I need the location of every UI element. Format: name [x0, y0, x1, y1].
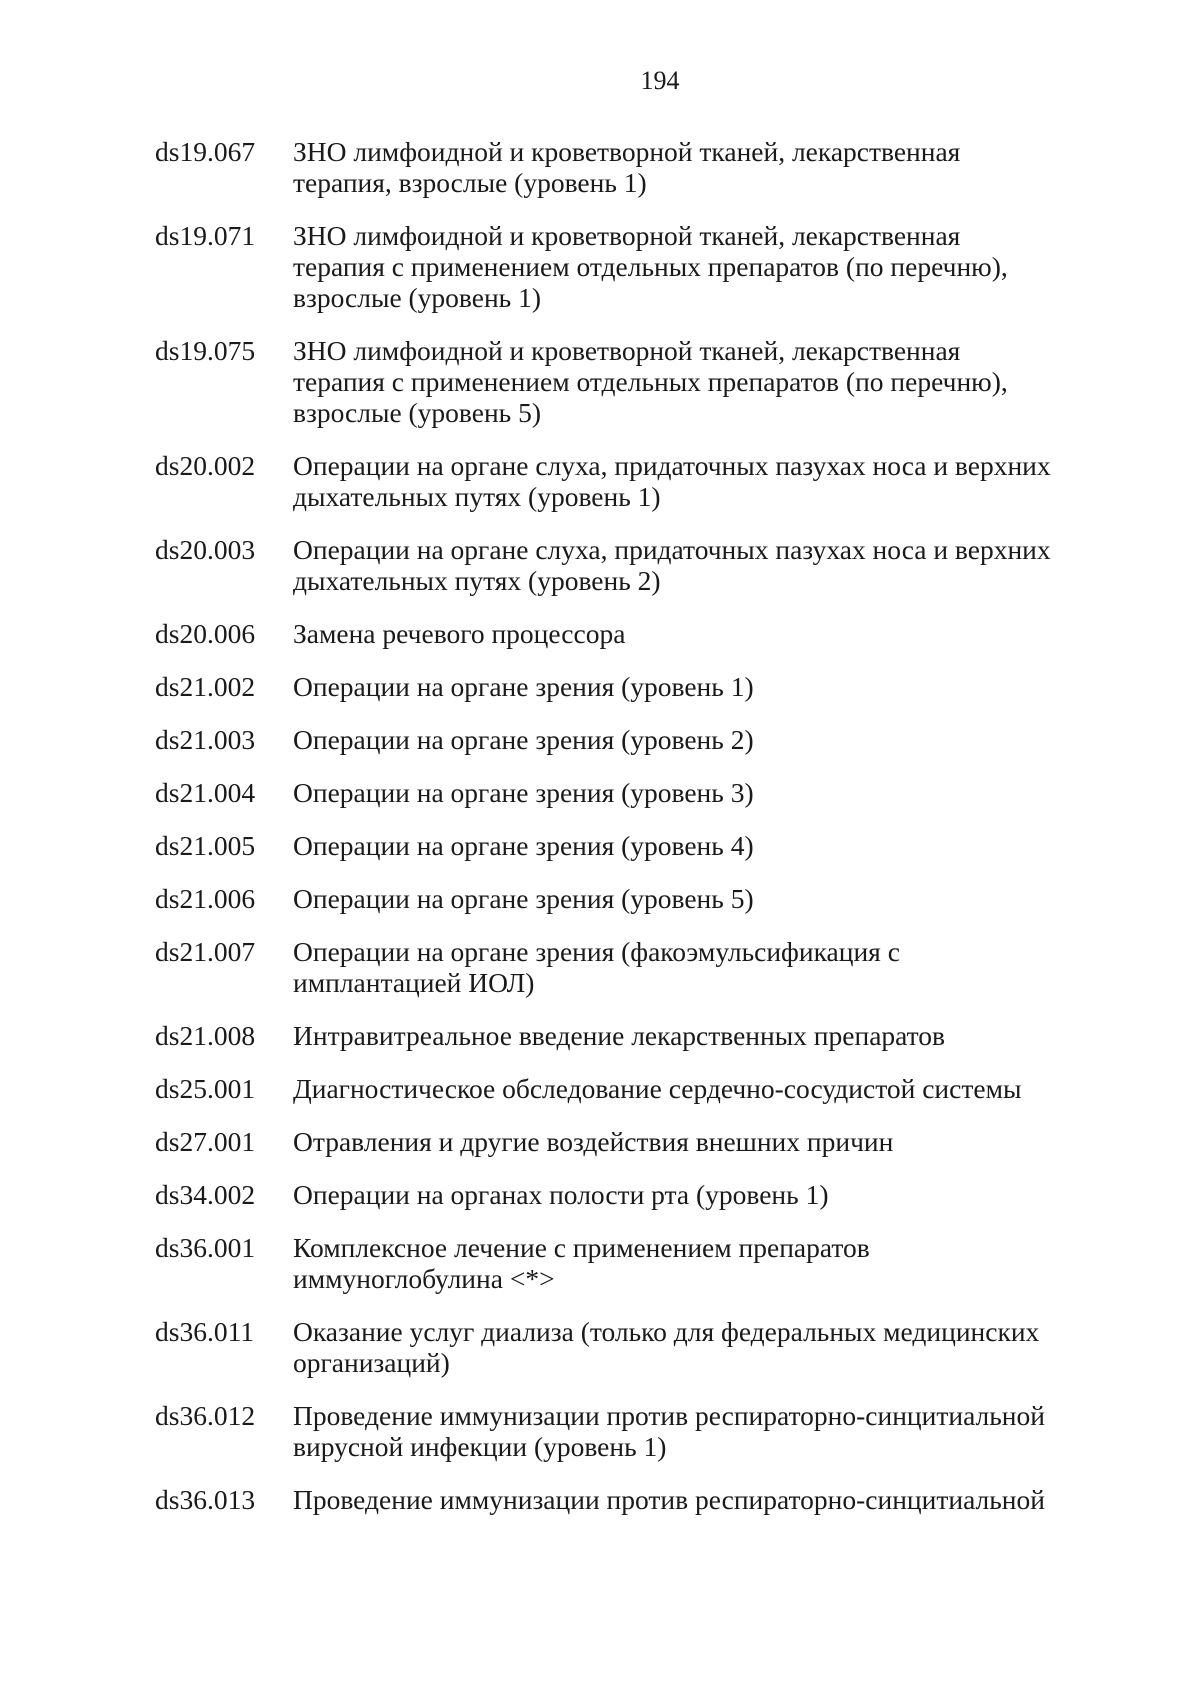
item-description	[279, 450, 1073, 512]
list-item	[155, 618, 1115, 649]
item-description	[279, 1020, 1073, 1051]
description-line: Операции на органе зрения (факоэмульсификация с	[293, 936, 900, 967]
list-item	[155, 936, 1115, 998]
item-code: ds25.001	[155, 1073, 256, 1104]
item-code: ds19.075	[155, 335, 256, 366]
list-item	[155, 1316, 1115, 1378]
item-code: ds19.071	[155, 220, 256, 251]
description-line: взрослые (уровень 1)	[293, 282, 541, 313]
list-item	[155, 335, 1115, 428]
description-line: иммуноглобулина <*>	[293, 1263, 555, 1294]
item-code: ds21.002	[155, 671, 256, 702]
list-item	[155, 220, 1115, 313]
description-line: ЗНО лимфоидной и кроветворной тканей, лекарственная	[293, 136, 961, 167]
item-code: ds21.007	[155, 936, 256, 967]
item-code: ds21.004	[155, 777, 256, 808]
description-line: Операции на органе зрения (уровень 2)	[293, 724, 754, 755]
item-description	[279, 220, 1073, 313]
list-item	[155, 777, 1115, 808]
item-code: ds27.001	[155, 1126, 256, 1157]
description-line: Диагностическое обследование сердечно-сосудистой системы	[293, 1073, 1022, 1104]
description-line: Комплексное лечение с применением препаратов	[293, 1232, 870, 1263]
list-item	[155, 136, 1115, 198]
item-code: ds21.008	[155, 1020, 256, 1051]
item-description	[279, 777, 1073, 808]
description-line: Интравитреальное введение лекарственных препаратов	[293, 1020, 946, 1051]
list-item	[155, 1484, 1115, 1515]
description-line: Оказание услуг диализа (только для федеральных медицинских	[293, 1316, 1040, 1347]
item-code: ds36.011	[155, 1316, 255, 1347]
description-line: Операции на органе зрения (уровень 5)	[293, 883, 754, 914]
description-line: взрослые (уровень 5)	[293, 397, 541, 428]
item-code: ds34.002	[155, 1179, 256, 1210]
item-code: ds21.006	[155, 883, 256, 914]
item-description	[279, 136, 1073, 198]
item-description	[279, 1126, 1073, 1157]
item-code: ds20.002	[155, 450, 256, 481]
item-description	[279, 1316, 1073, 1378]
description-line: терапия с применением отдельных препаратов (по перечню),	[293, 251, 1008, 282]
item-description	[279, 1484, 1073, 1515]
description-line: Операции на органе зрения (уровень 4)	[293, 830, 754, 861]
item-description	[279, 883, 1073, 914]
description-line: организаций)	[293, 1347, 450, 1378]
list-item	[155, 534, 1115, 596]
description-line: Отравления и другие воздействия внешних причин	[293, 1126, 894, 1157]
list-item	[155, 830, 1115, 861]
description-line: Проведение иммунизации против респираторно-синцитиальной	[293, 1400, 1045, 1431]
description-line: Операции на органе зрения (уровень 3)	[293, 777, 754, 808]
list-item	[155, 1126, 1115, 1157]
list-item	[155, 724, 1115, 755]
description-line: Операции на органе слуха, придаточных пазухах носа и верхних	[293, 450, 1051, 481]
description-line: дыхательных путях (уровень 1)	[293, 481, 661, 512]
item-description	[279, 830, 1073, 861]
item-description	[279, 1073, 1073, 1104]
list-item	[155, 1020, 1115, 1051]
item-code: ds21.003	[155, 724, 256, 755]
item-code: ds19.067	[155, 136, 256, 167]
code-list	[155, 136, 1115, 1537]
description-line: вирусной инфекции (уровень 1)	[293, 1431, 667, 1462]
description-line: терапия, взрослые (уровень 1)	[293, 167, 647, 198]
list-item	[155, 883, 1115, 914]
item-code: ds20.003	[155, 534, 256, 565]
description-line: ЗНО лимфоидной и кроветворной тканей, лекарственная	[293, 335, 961, 366]
description-line: дыхательных путях (уровень 2)	[293, 565, 661, 596]
item-code: ds36.012	[155, 1400, 256, 1431]
item-description	[279, 936, 1073, 998]
item-description	[279, 671, 1073, 702]
item-description	[279, 335, 1073, 428]
item-description	[279, 618, 1073, 649]
list-item	[155, 671, 1115, 702]
description-line: Замена речевого процессора	[293, 618, 626, 649]
item-description	[279, 1179, 1073, 1210]
description-line: имплантацией ИОЛ)	[293, 967, 535, 998]
item-code: ds21.005	[155, 830, 256, 861]
item-description	[279, 1400, 1073, 1462]
item-code: ds36.013	[155, 1484, 256, 1515]
list-item	[155, 1400, 1115, 1462]
item-code: ds20.006	[155, 618, 256, 649]
item-description	[279, 1232, 1073, 1294]
description-line: ЗНО лимфоидной и кроветворной тканей, лекарственная	[293, 220, 961, 251]
description-line: Операции на органах полости рта (уровень 1)	[293, 1179, 829, 1210]
list-item	[155, 1232, 1115, 1294]
list-item	[155, 1179, 1115, 1210]
list-item	[155, 450, 1115, 512]
description-line: Операции на органе слуха, придаточных пазухах носа и верхних	[293, 534, 1051, 565]
item-code: ds36.001	[155, 1232, 256, 1263]
page-number: 194	[640, 66, 680, 95]
item-description	[279, 724, 1073, 755]
list-item	[155, 1073, 1115, 1104]
description-line: Операции на органе зрения (уровень 1)	[293, 671, 754, 702]
description-line: терапия с применением отдельных препаратов (по перечню),	[293, 366, 1008, 397]
item-description	[279, 534, 1073, 596]
description-line: Проведение иммунизации против респираторно-синцитиальной	[293, 1484, 1045, 1515]
